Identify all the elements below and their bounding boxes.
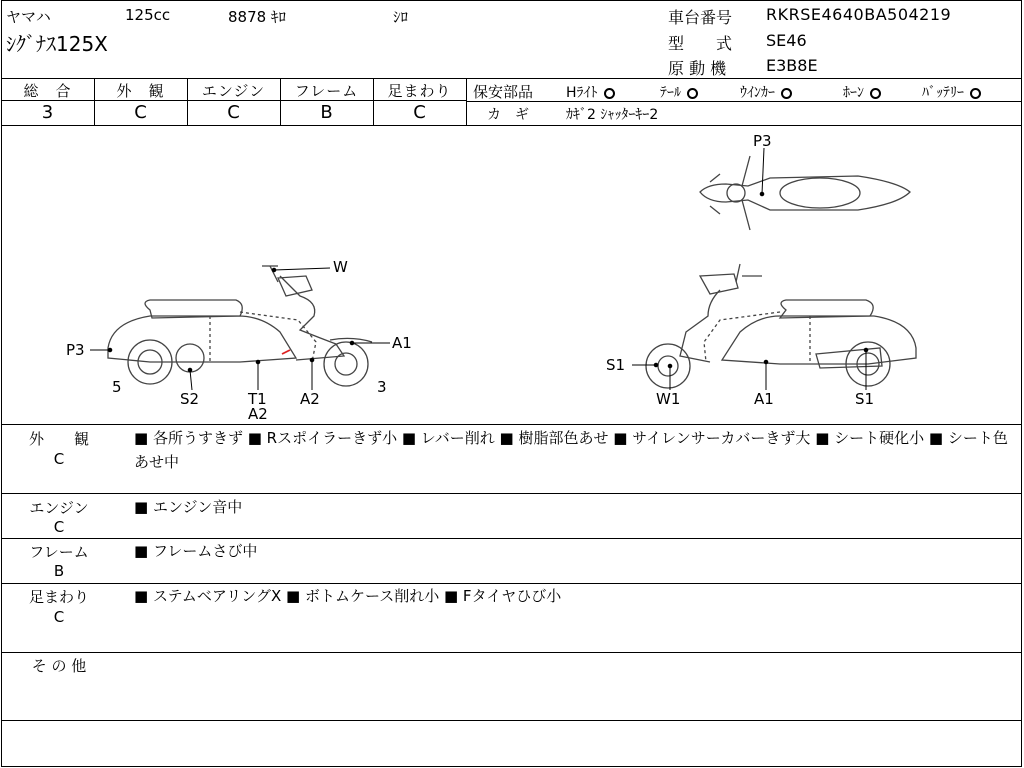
ok-mark-icon [604,88,615,99]
ok-mark-icon [970,88,981,99]
diagram-label: S2 [180,390,200,408]
ok-mark-icon [781,88,792,99]
grade-frame-value: B [320,102,333,123]
ok-mark-icon [687,88,698,99]
engine-label: 原 動 機 [668,59,727,78]
key-label: カ ギ [487,107,529,123]
grade-suspension-value: C [413,102,426,123]
key-value: ｶｷﾞ2 ｼｬｯﾀｰｷｰ2 [566,107,659,123]
diagram-label: 3 [377,378,387,396]
diagram-label: W [333,258,348,276]
damage-diagram [0,126,1024,424]
diagram-label: 5 [112,378,122,396]
diagram-label: A2 [248,405,268,423]
diagram-label: P3 [66,341,85,359]
detail-grade: C [53,608,65,626]
grade-exterior-value: C [134,102,147,123]
ok-mark-icon [870,88,881,99]
safety-headlight: Hﾗｲﾄ [566,82,615,102]
safety-winker: ｳｲﾝｶｰ [740,82,792,102]
scooter-top-view [700,156,910,230]
grade-exterior-label: 外 観 [116,82,165,100]
grade-total-label: 総 合 [23,82,72,100]
diagram-label: S1 [855,390,875,408]
detail-text: ■ フレームさび中 [134,542,258,560]
grade-frame-label: フレーム [294,82,359,100]
detail-text: ■ 各所うすきず ■ Rスポイラーきず小 ■ レバー削れ ■ 樹脂部色あせ ■ サイレンサーカバーきず大 ■ シート硬化小 ■ シート色あせ中 [134,429,1008,471]
safety-tail: ﾃｰﾙ [660,82,698,102]
detail-category: そ の 他 [31,657,87,675]
detail-category: 足まわり [28,588,89,606]
diagram-label: P3 [753,132,772,150]
diagram-label: W1 [656,390,681,408]
detail-category: フレーム [29,543,89,561]
detail-text: ■ エンジン音中 [134,498,243,516]
type-value: SE46 [766,31,807,50]
safety-label: 保安部品 [473,83,534,101]
divider [1,78,1022,79]
detail-category: 外 観 [28,430,89,448]
maker: ヤマハ [6,8,51,26]
safety-horn: ﾎｰﾝ [843,82,881,102]
diagram-label: A1 [754,390,774,408]
grade-suspension-label: 足まわり [387,82,452,100]
type-label: 型 式 [668,34,733,53]
grade-engine-value: C [227,102,240,123]
detail-grade: C [53,450,65,468]
diagram-label: A1 [392,334,412,352]
diagram-label: T1 [248,390,267,408]
detail-category: エンジン [29,499,89,517]
detail-grade: B [53,562,65,580]
detail-grade: C [53,518,65,536]
grade-engine-label: エンジン [201,82,266,100]
frame-no-label: 車台番号 [668,8,733,27]
color: ｼﾛ [393,8,409,26]
diagram-label: S1 [606,356,626,374]
scooter-right-view [646,264,916,388]
engine-value: E3B8E [766,56,818,75]
model-name: ｼｸﾞﾅｽ125X [6,32,108,56]
mileage: 8878 ｷﾛ [228,8,286,26]
displacement: 125cc [125,6,171,24]
diagram-label: A2 [300,390,320,408]
frame-no: RKRSE4640BA504219 [766,5,952,24]
detail-text: ■ ステムベアリングX ■ ボトムケース削れ小 ■ Fタイヤひび小 [134,587,562,605]
grade-total-value: 3 [41,102,54,123]
safety-battery: ﾊﾞｯﾃﾘｰ [922,82,981,102]
scooter-left-view [108,266,372,386]
